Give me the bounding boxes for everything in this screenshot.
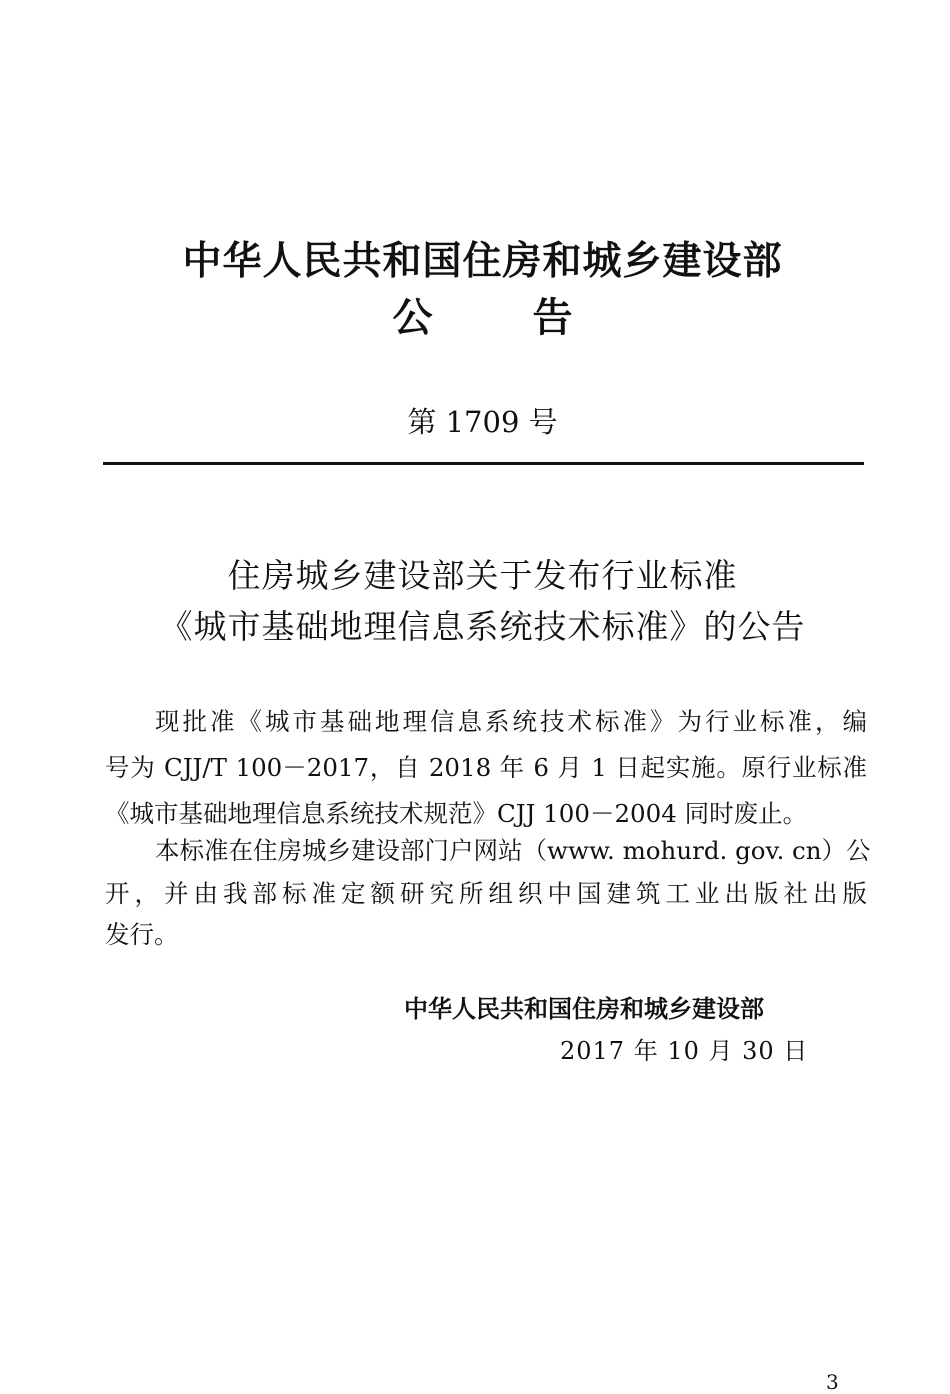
- header-divider: [103, 462, 864, 465]
- paragraph-1-line-2: 号为 CJJ/T 100－2017，自 2018 年 6 月 1 日起实施。原行业标准: [105, 753, 867, 782]
- paragraph-1-line-1: 现批准《城市基础地理信息系统技术标准》为行业标准，编: [155, 707, 867, 736]
- signature-date: 2017 年 10 月 30 日: [560, 1037, 809, 1065]
- headline-line-2: 《城市基础地理信息系统技术标准》的公告: [159, 607, 806, 646]
- signature-organization: 中华人民共和国住房和城乡建设部: [404, 995, 764, 1023]
- issuer-title: 中华人民共和国住房和城乡建设部: [182, 239, 783, 284]
- headline-line-1: 住房城乡建设部关于发布行业标准: [227, 556, 738, 595]
- page-number: 3: [826, 1370, 839, 1394]
- paragraph-2-line-1: 本标准在住房城乡建设部门户网站（www. mohurd. gov. cn）公: [155, 836, 871, 865]
- paragraph-2-line-2: 开，并由我部标准定额研究所组织中国建筑工业出版社出版: [105, 879, 867, 908]
- notice-number: 第 1709 号: [407, 405, 558, 439]
- paragraph-1-line-3: 《城市基础地理信息系统技术规范》CJJ 100－2004 同时废止。: [105, 799, 808, 828]
- notice-label: 公告: [392, 295, 673, 341]
- paragraph-2-line-3: 发行。: [105, 920, 179, 949]
